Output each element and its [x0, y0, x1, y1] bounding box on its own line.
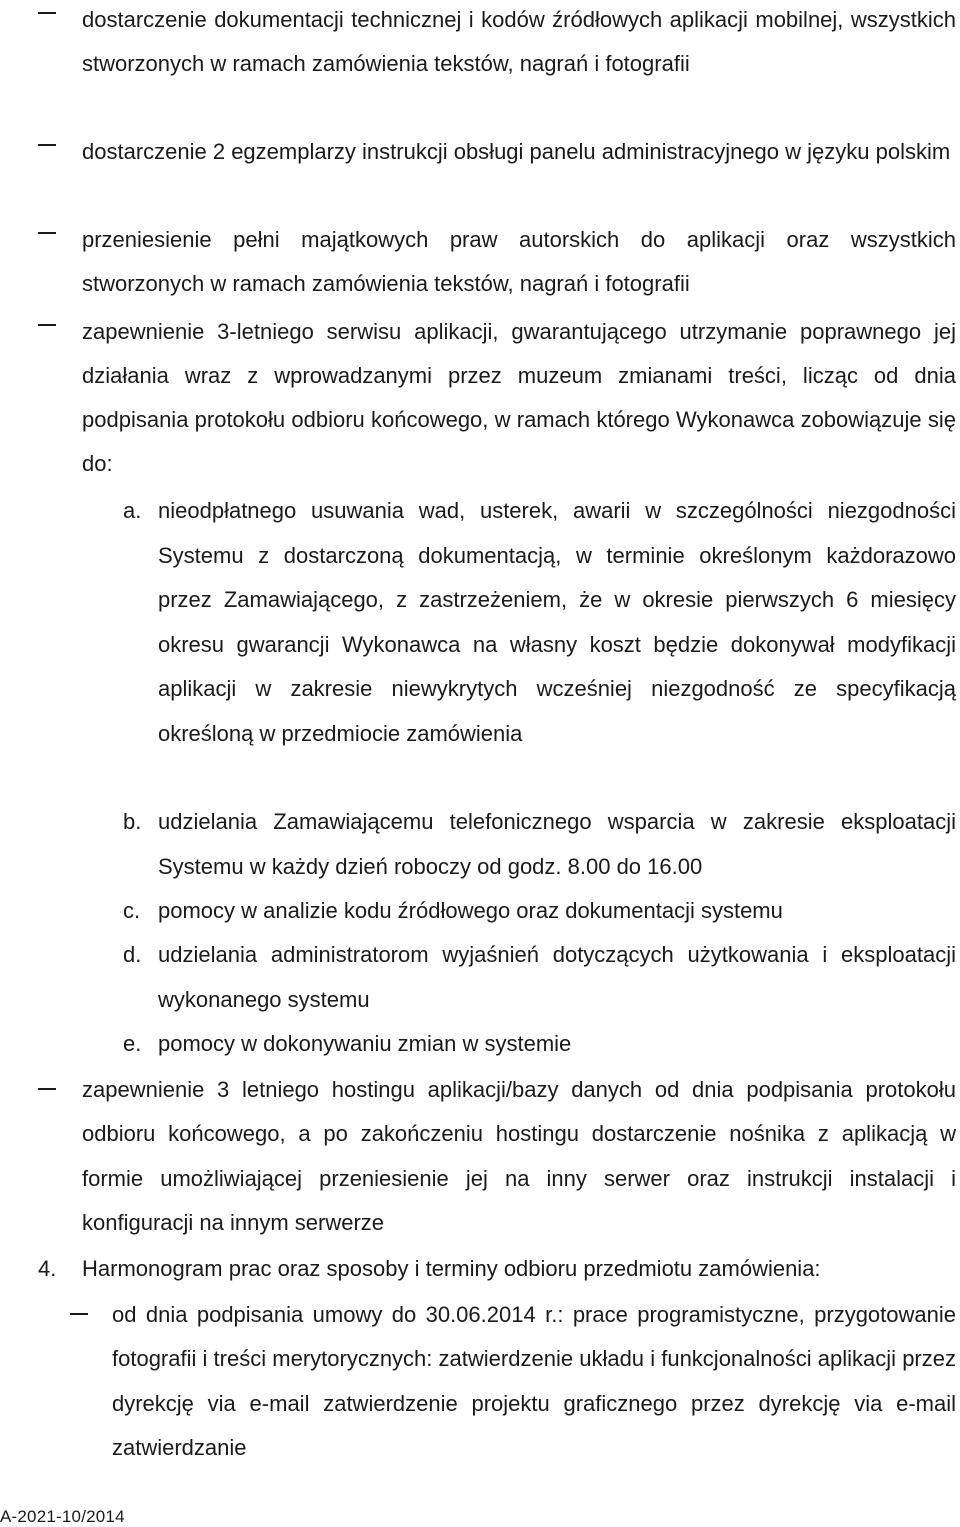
sub-item-text: pomocy w analizie kodu źródłowego oraz dokumentacji systemu	[158, 898, 783, 923]
list-item-text: od dnia podpisania umowy do 30.06.2014 r.: prace programistyczne, przygotowanie fotografii i treści merytorycznych: zatwierdzenie układu i funkcjonalności aplikacji przez dyrekcję via e-mail zatwierdzenie projektu graficznego przez dyrekcję via e-mail zatwierdzanie	[112, 1302, 956, 1460]
list-item-text: zapewnienie 3-letniego serwisu aplikacji, gwarantującego utrzymanie poprawnego jej działania wraz z wprowadzanymi przez muzeum zmianami treści, licząc od dnia podpisania protokołu odbioru końcowego, w ramach którego Wykonawca zobowiązuje się do:	[82, 319, 956, 476]
dash-bullet-icon	[38, 12, 56, 14]
section-title: Harmonogram prac oraz sposoby i terminy odbioru przedmiotu zamówienia:	[82, 1256, 821, 1281]
dash-bullet-icon	[38, 144, 56, 146]
dash-bullet-icon	[38, 232, 56, 234]
dash-bullet-icon	[38, 324, 56, 326]
sub-item-text: pomocy w dokonywaniu zmian w systemie	[158, 1031, 572, 1056]
sub-item-text: udzielania Zamawiającemu telefonicznego wsparcia w zakresie eksploatacji Systemu w każdy dzień roboczy od godz. 8.00 do 16.00	[158, 809, 956, 879]
dash-bullet-icon	[38, 1088, 56, 1090]
dash-bullet-icon	[70, 1313, 88, 1315]
list-item-text: zapewnienie 3 letniego hostingu aplikacji/bazy danych od dnia podpisania protokołu odbioru końcowego, a po zakończeniu hostingu dostarczenie nośnika z aplikacją w formie umożliwiającej przeniesienie jej na inny serwer oraz instrukcji instalacji i konfiguracji na innym serwerze	[82, 1077, 956, 1235]
sub-item-text: udzielania administratorom wyjaśnień dotyczących użytkowania i eksploatacji wykonanego systemu	[158, 942, 956, 1012]
list-item-text: przeniesienie pełni majątkowych praw autorskich do aplikacji oraz wszystkich stworzonych w ramach zamówienia tekstów, nagrań i fotografii	[82, 227, 956, 296]
list-item-text: dostarczenie 2 egzemplarzy instrukcji obsługi panelu administracyjnego w języku polskim	[82, 139, 951, 164]
sub-item-label: a.	[123, 498, 142, 523]
sub-item-label: e.	[123, 1031, 142, 1056]
document-footer-code: A-2021-10/2014	[0, 1507, 125, 1526]
section-number: 4.	[38, 1256, 57, 1281]
sub-item-text: nieodpłatnego usuwania wad, usterek, awarii w szczególności niezgodności Systemu z dostarczoną dokumentacją, w terminie określonym każdorazowo przez Zamawiającego, z zastrzeżeniem, że w okresie pierwszych 6 miesięcy okresu gwarancji Wykonawca na własny koszt będzie dokonywał modyfikacji aplikacji w zakresie niewykrytych wcześniej niezgodność ze specyfikacją określoną w przedmiocie zamówienia	[158, 498, 956, 746]
list-item-text: dostarczenie dokumentacji technicznej i kodów źródłowych aplikacji mobilnej, wszystkich stworzonych w ramach zamówienia tekstów, nagrań i fotografii	[82, 7, 956, 76]
sub-item-label: c.	[123, 898, 141, 923]
sub-item-label: b.	[123, 809, 142, 834]
sub-item-label: d.	[123, 942, 142, 967]
